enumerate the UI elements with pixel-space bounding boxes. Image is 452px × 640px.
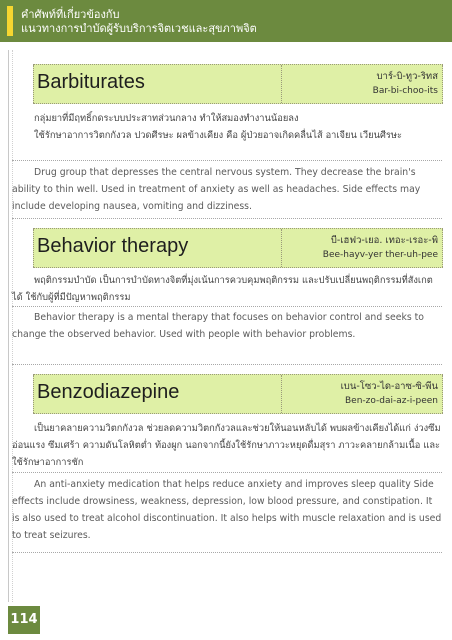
term-divider (281, 375, 282, 413)
section-divider (12, 306, 442, 307)
page-number: 114 (8, 606, 40, 634)
english-definition (12, 476, 442, 544)
english-paragraph: Drug group that depresses the central nervous system. They decrease the brain's ability to thin well. Used in treatment of anxiety as well as headaches. Side effects may include developing nausea, vomiting and dizziness. (12, 167, 421, 212)
term-separator (12, 218, 442, 219)
thai-definition (12, 110, 442, 144)
term-separator (12, 364, 442, 365)
english-definition (12, 164, 442, 215)
header-accent-bar (7, 6, 13, 36)
term-separator (12, 552, 442, 553)
header-title-line2: แนวทางการบำบัดผู้รับบริการจิตเวชและสุขภาพจิต (21, 22, 257, 35)
term-header-benzodiazepine (33, 374, 443, 414)
thai-definition (12, 272, 442, 306)
latin-pronunciation: Bar-bi-choo-its (372, 86, 438, 96)
thai-definition (12, 420, 442, 471)
term-header-barbiturates (33, 64, 443, 104)
thai-pronunciation: เบน-โซว-ได-อาซ-ซิ-พีน (340, 381, 438, 392)
latin-pronunciation: Bee-hayv-yer ther-uh-pee (322, 250, 438, 260)
thai-paragraph: เป็นยาคลายความวิตกกังวล ช่วยลดความวิตกกังวลและช่วยให้นอนหลับได้ พบผลข้างเคียงได้แก่ ง่วงซึม อ่อนแรง ซึมเศร้า ความดันโลหิตต่ำ ท้องผูก นอกจากนี้ยังใช้รักษาภาวะหยุดดื่มสุรา ภาวะคลายกล้ามเนื้อ และใช้รักษาอาการชัก (12, 423, 441, 468)
section-divider (12, 472, 442, 473)
section-divider (12, 160, 442, 161)
term-title: Barbiturates (37, 71, 145, 93)
english-definition (12, 309, 442, 343)
chapter-header (0, 0, 452, 42)
header-title-line1: คำศัพท์ที่เกี่ยวข้องกับ (21, 8, 120, 21)
term-divider (281, 65, 282, 103)
term-title: Behavior therapy (37, 235, 189, 257)
term-title: Benzodiazepine (37, 381, 180, 403)
thai-paragraph: พฤติกรรมบำบัด เป็นการบำบัดทางจิตที่มุ่งเน้นการควบคุมพฤติกรรม และปรับเปลี่ยนพฤติกรรมที่สังเกตได้ ใช้กับผู้ที่มีปัญหาพฤติกรรม (12, 275, 433, 303)
term-divider (281, 229, 282, 267)
latin-pronunciation: Ben-zo-dai-az-i-peen (344, 396, 438, 406)
margin-rule (8, 50, 9, 602)
term-header-behavior-therapy (33, 228, 443, 268)
thai-pronunciation: บาร์-บิ-ทูว-ริทส (376, 71, 438, 82)
thai-pronunciation: บี-เฮฟว-เยอ. เทอะ-เรอะ-พิ (330, 235, 438, 246)
thai-paragraph: ใช้รักษาอาการวิตกกังวล ปวดศีรษะ ผลข้างเคียง คือ ผู้ป่วยอาจเกิดคลื่นไส้ อาเจียน เวียนศีรษะ (34, 130, 402, 141)
thai-paragraph: กลุ่มยาที่มีฤทธิ์กดระบบประสาทส่วนกลาง ทำให้สมองทำงานน้อยลง (34, 113, 299, 124)
english-paragraph: Behavior therapy is a mental therapy that focuses on behavior control and seeks to change the observed behavior. Used with people with behavior problems. (12, 312, 424, 340)
english-paragraph: An anti-anxiety medication that helps reduce anxiety and improves sleep quality Side effects include drowsiness, weakness, depression, low blood pressure, and constipation. It is also used to treat alcohol discontinuation. It also helps with muscle relaxation and is used to treat seizures. (12, 479, 442, 541)
